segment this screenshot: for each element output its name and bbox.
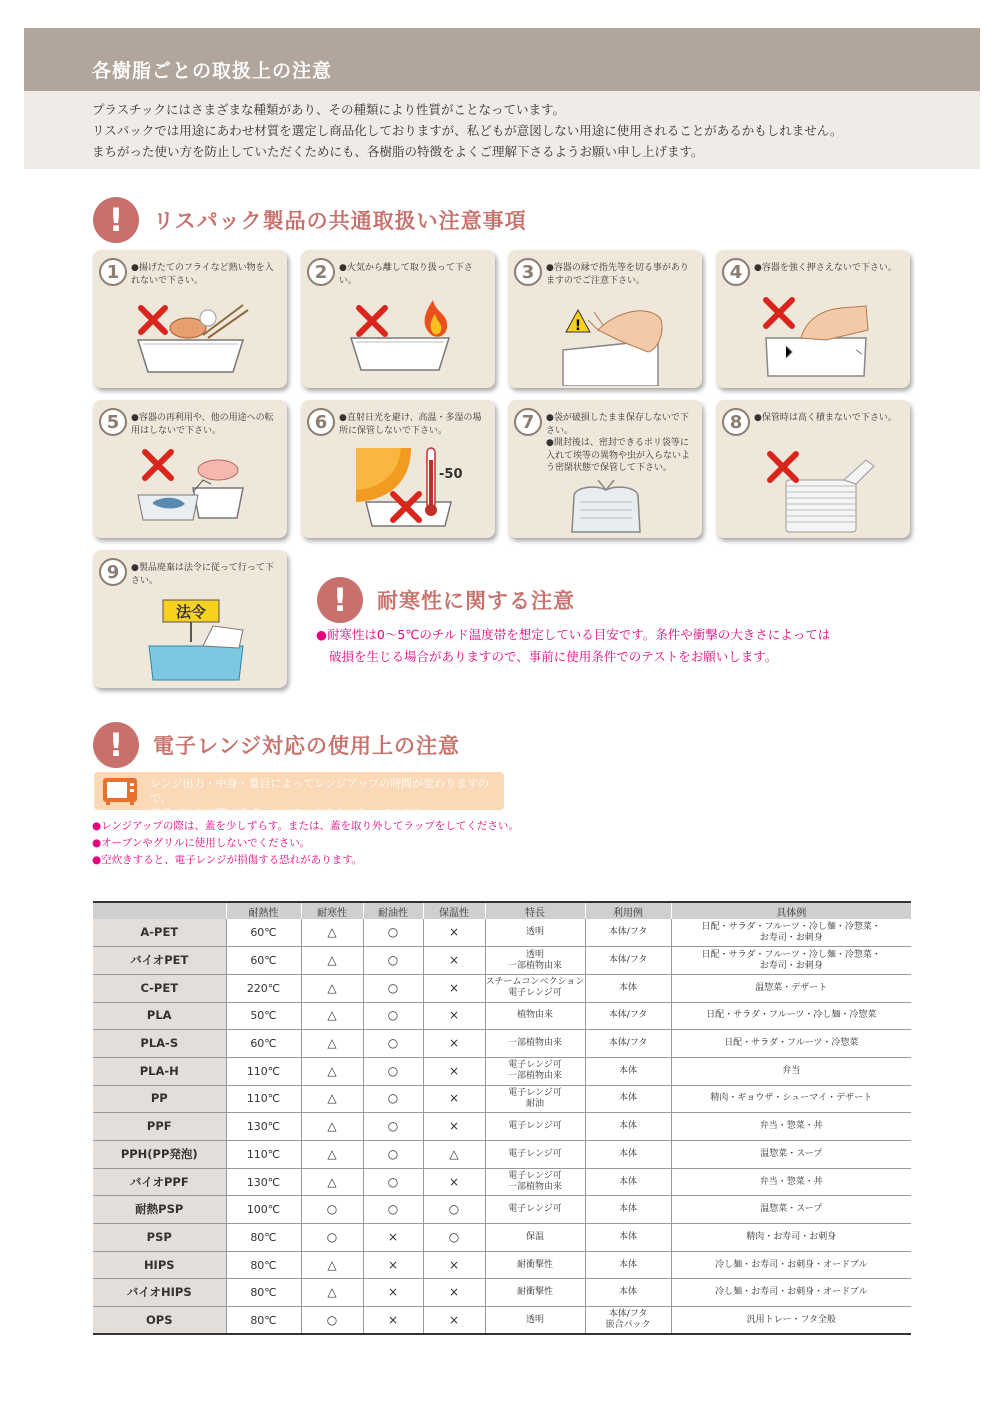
warning-circle-icon: ! (93, 722, 139, 768)
table-row (93, 1251, 911, 1279)
resin-name-cell: 耐熱PSP (93, 1196, 226, 1224)
column-header: 具体例 (671, 902, 911, 919)
table-cell: ○ (363, 974, 423, 1002)
card-text: ●容器の再利用や、他の用途への転用はしないで下さい。 (131, 413, 274, 436)
table-cell: 本体/フタ (585, 919, 671, 947)
table-cell: ○ (423, 1224, 485, 1252)
column-header: 特長 (485, 902, 585, 919)
resin-name-cell: PPF (93, 1113, 226, 1141)
press-container-illustration (716, 290, 910, 386)
table-cell: 透明 (485, 919, 585, 947)
table-cell: × (423, 1057, 485, 1085)
microwave-tip-box (94, 772, 504, 820)
table-cell: × (423, 1002, 485, 1030)
table-cell: 耐衝撃性 (485, 1279, 585, 1307)
table-cell: △ (301, 1251, 363, 1279)
table-cell: 汎用トレー・フタ全般 (671, 1307, 911, 1335)
table-cell: 110℃ (226, 1141, 301, 1169)
table-cell: × (363, 1251, 423, 1279)
table-cell: 精肉・お寿司・お刺身 (671, 1224, 911, 1252)
table-cell: 本体 (585, 974, 671, 1002)
table-cell: 本体 (585, 1113, 671, 1141)
disposal-illustration (93, 590, 287, 686)
svg-text:!: ! (574, 318, 582, 334)
table-cell: △ (301, 1168, 363, 1196)
table-cell: 温惣菜・デザート (671, 974, 911, 1002)
resin-name-cell: PP (93, 1085, 226, 1113)
table-cell: 電子レンジ可 (485, 1196, 585, 1224)
table-cell: 本体 (585, 1057, 671, 1085)
table-cell: × (423, 947, 485, 975)
card-text: ●容器を強く押さえないで下さい。 (754, 263, 897, 273)
column-header: 保温性 (423, 902, 485, 919)
warning-circle-icon: ! (93, 197, 139, 243)
common-heading (93, 197, 527, 243)
table-cell: × (423, 1307, 485, 1335)
microwave-icon (102, 776, 138, 806)
table-row (93, 1085, 911, 1113)
table-cell: × (423, 1279, 485, 1307)
resin-name-cell: バイオPPF (93, 1168, 226, 1196)
card-text: ●容器の縁で指先等を切る事がありますのでご注意下さい。 (546, 263, 689, 286)
table-cell: 冷し麺・お寿司・お刺身・オードブル (671, 1251, 911, 1279)
thermometer-label: -50 (439, 467, 463, 482)
table-header-row (93, 902, 911, 919)
caution-card-2 (301, 250, 495, 388)
table-row (93, 1168, 911, 1196)
cross-mark-icon (359, 308, 385, 334)
table-cell: 50℃ (226, 1002, 301, 1030)
table-row (93, 1113, 911, 1141)
header-band (24, 28, 980, 91)
table-cell: 60℃ (226, 947, 301, 975)
caution-card-5 (93, 400, 287, 538)
table-cell: 本体 (585, 1279, 671, 1307)
sun-icon (356, 448, 411, 502)
table-cell: △ (301, 1057, 363, 1085)
table-cell: 本体 (585, 1168, 671, 1196)
table-cell: × (363, 1307, 423, 1335)
table-row (93, 1196, 911, 1224)
cold-notice (316, 624, 830, 668)
cold-heading (317, 577, 575, 623)
card-text: ●製品廃棄は法令に従って行って下さい。 (131, 563, 274, 586)
table-row (93, 1307, 911, 1335)
table-cell: ○ (301, 1196, 363, 1224)
table-cell: 電子レンジ可 (485, 1113, 585, 1141)
table-row (93, 1224, 911, 1252)
warning-circle-icon: ! (317, 577, 363, 623)
table-cell: 本体/フタ 嵌合パック (585, 1307, 671, 1335)
microwave-note: ●オーブンやグリルに使用しないでください。 (92, 837, 311, 849)
table-cell: ○ (301, 1307, 363, 1335)
cross-mark-icon (770, 454, 796, 480)
table-cell: 電子レンジ可 一部植物由来 (485, 1057, 585, 1085)
card-text: ●揚げたてのフライなど熱い物を入れないで下さい。 (131, 263, 274, 286)
common-title: リスパック製品の共通取扱い注意事項 (153, 209, 527, 233)
microwave-note: ●レンジアップの際は、蓋を少しずらす。または、蓋を取り外してラップをしてください。 (92, 820, 519, 832)
table-cell: ○ (363, 1168, 423, 1196)
table-cell: × (423, 1168, 485, 1196)
table-cell: 精肉・ギョウザ・シューマイ・デザート (671, 1085, 911, 1113)
fire-icon (425, 300, 448, 337)
table-cell: 温惣菜・スープ (671, 1196, 911, 1224)
intro-line: まちがった使い方を防止していただくためにも、各樹脂の特徴をよくご理解下さるようお願い申し上げます。 (92, 144, 704, 159)
table-cell: 80℃ (226, 1224, 301, 1252)
table-cell: 本体 (585, 1141, 671, 1169)
column-header: 耐油性 (363, 902, 423, 919)
intro-line: プラスチックにはさまざまな種類があり、その種類により性質がことなっています。 (92, 102, 566, 117)
table-cell: △ (301, 1085, 363, 1113)
card-text: ●袋が破損したまま保存しないで下さい。 ●開封後は、密封できるポリ袋等に入れて埃等の異物や虫が入らないよう密閉状態で保管して下さい。 (546, 413, 691, 473)
cross-mark-icon (766, 300, 792, 326)
table-cell: 本体/フタ (585, 1002, 671, 1030)
table-cell: 電子レンジ可 (485, 1141, 585, 1169)
table-cell: × (363, 1224, 423, 1252)
microwave-notes (92, 818, 519, 869)
intro-text (24, 91, 980, 162)
table-cell: 温惣菜・スープ (671, 1141, 911, 1169)
table-cell: 60℃ (226, 1030, 301, 1058)
reuse-illustration (93, 440, 287, 536)
column-header: 耐熱性 (226, 902, 301, 919)
caution-card-4 (716, 250, 910, 388)
cold-notice-line: 破損を生じる場合がありますので、事前に使用条件でのテストをお願いします。 (329, 649, 778, 664)
table-cell: 80℃ (226, 1251, 301, 1279)
table-cell: △ (301, 1002, 363, 1030)
card-number: 5 (99, 408, 127, 436)
table-cell: × (423, 1251, 485, 1279)
column-header: 耐寒性 (301, 902, 363, 919)
table-cell: 110℃ (226, 1085, 301, 1113)
resin-name-cell: HIPS (93, 1251, 226, 1279)
table-cell: 130℃ (226, 1168, 301, 1196)
table-cell: 80℃ (226, 1279, 301, 1307)
table-row (93, 1030, 911, 1058)
table-row (93, 947, 911, 975)
table-cell: ○ (301, 1224, 363, 1252)
microwave-tip-text (150, 776, 504, 821)
card-number: 4 (722, 258, 750, 286)
table-cell: × (423, 1030, 485, 1058)
intro-line: リスパックでは用途にあわせ材質を選定し商品化しておりますが、私どもが意図しない用途に使用されることがあるかもしれません。 (92, 123, 843, 138)
table-cell: 冷し麺・お寿司・お刺身・オードブル (671, 1279, 911, 1307)
cross-mark-icon (145, 452, 171, 478)
cold-notice-line: ●耐寒性は0～5℃のチルド温度帯を想定している目安です。条件や衝撃の大きさによっては (316, 627, 831, 642)
table-cell: ○ (363, 1141, 423, 1169)
table-cell: ○ (423, 1196, 485, 1224)
resin-name-cell: OPS (93, 1307, 226, 1335)
caution-card-7 (508, 400, 702, 538)
column-header: 利用例 (585, 902, 671, 919)
table-cell: 60℃ (226, 919, 301, 947)
table-cell: △ (423, 1141, 485, 1169)
card-text: ●保管時は高く積まないで下さい。 (754, 413, 897, 423)
table-cell: × (363, 1279, 423, 1307)
table-cell: ○ (363, 1002, 423, 1030)
table-cell: 透明 一部植物由来 (485, 947, 585, 975)
caution-card-3 (508, 250, 702, 388)
table-row (93, 974, 911, 1002)
table-row (93, 919, 911, 947)
table-cell: 本体 (585, 1251, 671, 1279)
table-cell: ○ (363, 947, 423, 975)
table-cell: ○ (363, 1196, 423, 1224)
fire-tray-illustration (301, 290, 495, 386)
microwave-title: 電子レンジ対応の使用上の注意 (153, 734, 460, 758)
table-cell: 植物由来 (485, 1002, 585, 1030)
table-cell: △ (301, 919, 363, 947)
card-number: 8 (722, 408, 750, 436)
card-number: 9 (99, 558, 127, 586)
table-cell: 耐衝撃性 (485, 1251, 585, 1279)
table-cell: × (423, 974, 485, 1002)
resin-name-cell: PLA-S (93, 1030, 226, 1058)
microwave-heading (93, 722, 460, 768)
table-cell: △ (301, 947, 363, 975)
table-cell: 日配・サラダ・フルーツ・冷し麺・冷惣菜 (671, 1002, 911, 1030)
table-cell: 本体/フタ (585, 947, 671, 975)
card-number: 2 (307, 258, 335, 286)
table-body (93, 919, 911, 1334)
table-cell: 透明 (485, 1307, 585, 1335)
resin-name-cell: A-PET (93, 919, 226, 947)
table-cell: △ (301, 1141, 363, 1169)
column-header (93, 902, 226, 919)
resin-name-cell: PSP (93, 1224, 226, 1252)
table-cell: ○ (363, 1085, 423, 1113)
table-cell: 80℃ (226, 1307, 301, 1335)
table-cell: 110℃ (226, 1057, 301, 1085)
cross-mark-icon (141, 308, 165, 332)
table-cell: × (423, 919, 485, 947)
card-text: ●火気から離して取り扱って下さい。 (339, 263, 473, 286)
table-row (93, 1141, 911, 1169)
table-cell: 130℃ (226, 1113, 301, 1141)
caution-card-9 (93, 550, 287, 688)
table-cell: × (423, 1085, 485, 1113)
table-cell: 本体/フタ (585, 1030, 671, 1058)
table-cell: 日配・サラダ・フルーツ・冷惣菜 (671, 1030, 911, 1058)
table-cell: 弁当・惣菜・丼 (671, 1168, 911, 1196)
table-row (93, 1279, 911, 1307)
table-cell: × (423, 1113, 485, 1141)
caution-card-8 (716, 400, 910, 538)
table-cell: 日配・サラダ・フルーツ・冷し麺・冷惣菜・ お寿司・お刺身 (671, 947, 911, 975)
resin-name-cell: PPH(PP発泡) (93, 1141, 226, 1169)
table-cell: 日配・サラダ・フルーツ・冷し麺・冷惣菜・ お寿司・お刺身 (671, 919, 911, 947)
card-text: ●直射日光を避け、高温・多湿の場所に保管しないで下さい。 (339, 413, 482, 436)
cold-title: 耐寒性に関する注意 (377, 589, 575, 613)
resin-name-cell: PLA (93, 1002, 226, 1030)
table-cell: △ (301, 1030, 363, 1058)
sealed-bag-illustration (508, 440, 702, 536)
resin-properties-table (93, 901, 911, 1335)
table-cell: 電子レンジ可 耐油 (485, 1085, 585, 1113)
table-cell: △ (301, 1279, 363, 1307)
table-cell: ○ (363, 1030, 423, 1058)
table-cell: スチームコンベクション 電子レンジ可 (485, 974, 585, 1002)
table-cell: 弁当・惣菜・丼 (671, 1113, 911, 1141)
table-cell: ○ (363, 1057, 423, 1085)
table-cell: 本体 (585, 1085, 671, 1113)
table-cell: △ (301, 974, 363, 1002)
table-cell: 弁当 (671, 1057, 911, 1085)
table-cell: 100℃ (226, 1196, 301, 1224)
hot-fry-tray-illustration (93, 290, 287, 386)
warning-triangle-icon (566, 310, 590, 334)
card-number: 3 (514, 258, 542, 286)
edge-cut-illustration (508, 290, 702, 386)
table-cell: △ (301, 1113, 363, 1141)
intro-header (24, 28, 980, 169)
resin-name-cell: C-PET (93, 974, 226, 1002)
table-cell: 本体 (585, 1196, 671, 1224)
table-row (93, 1057, 911, 1085)
resin-name-cell: バイオHIPS (93, 1279, 226, 1307)
caution-card-1 (93, 250, 287, 388)
card-number: 6 (307, 408, 335, 436)
card-number: 1 (99, 258, 127, 286)
card-number: 7 (514, 408, 542, 436)
table-cell: 220℃ (226, 974, 301, 1002)
microwave-note: ●空炊きすると、電子レンジが損傷する恐れがあります。 (92, 854, 363, 866)
heat-humidity-illustration (301, 440, 495, 536)
microwave-tip-line: 商品づくりの際は必ずレンジテストをおこなってください。 (150, 807, 446, 820)
law-label: 法令 (175, 603, 207, 621)
caution-card-6 (301, 400, 495, 538)
resin-name-cell: PLA-H (93, 1057, 226, 1085)
stacking-illustration (716, 440, 910, 536)
page-title: 各樹脂ごとの取扱上の注意 (92, 60, 333, 82)
table-cell: 保温 (485, 1224, 585, 1252)
thermometer-icon (425, 448, 437, 516)
table-cell: 電子レンジ可 一部植物由来 (485, 1168, 585, 1196)
microwave-tip-line: レンジ出力・中身・量目によってレンジアップの時間が変わりますので、 (150, 777, 490, 805)
table-cell: ○ (363, 1113, 423, 1141)
resin-name-cell: バイオPET (93, 947, 226, 975)
table-cell: 本体 (585, 1224, 671, 1252)
table-cell: ○ (363, 919, 423, 947)
table-cell: 一部植物由来 (485, 1030, 585, 1058)
table-row (93, 1002, 911, 1030)
